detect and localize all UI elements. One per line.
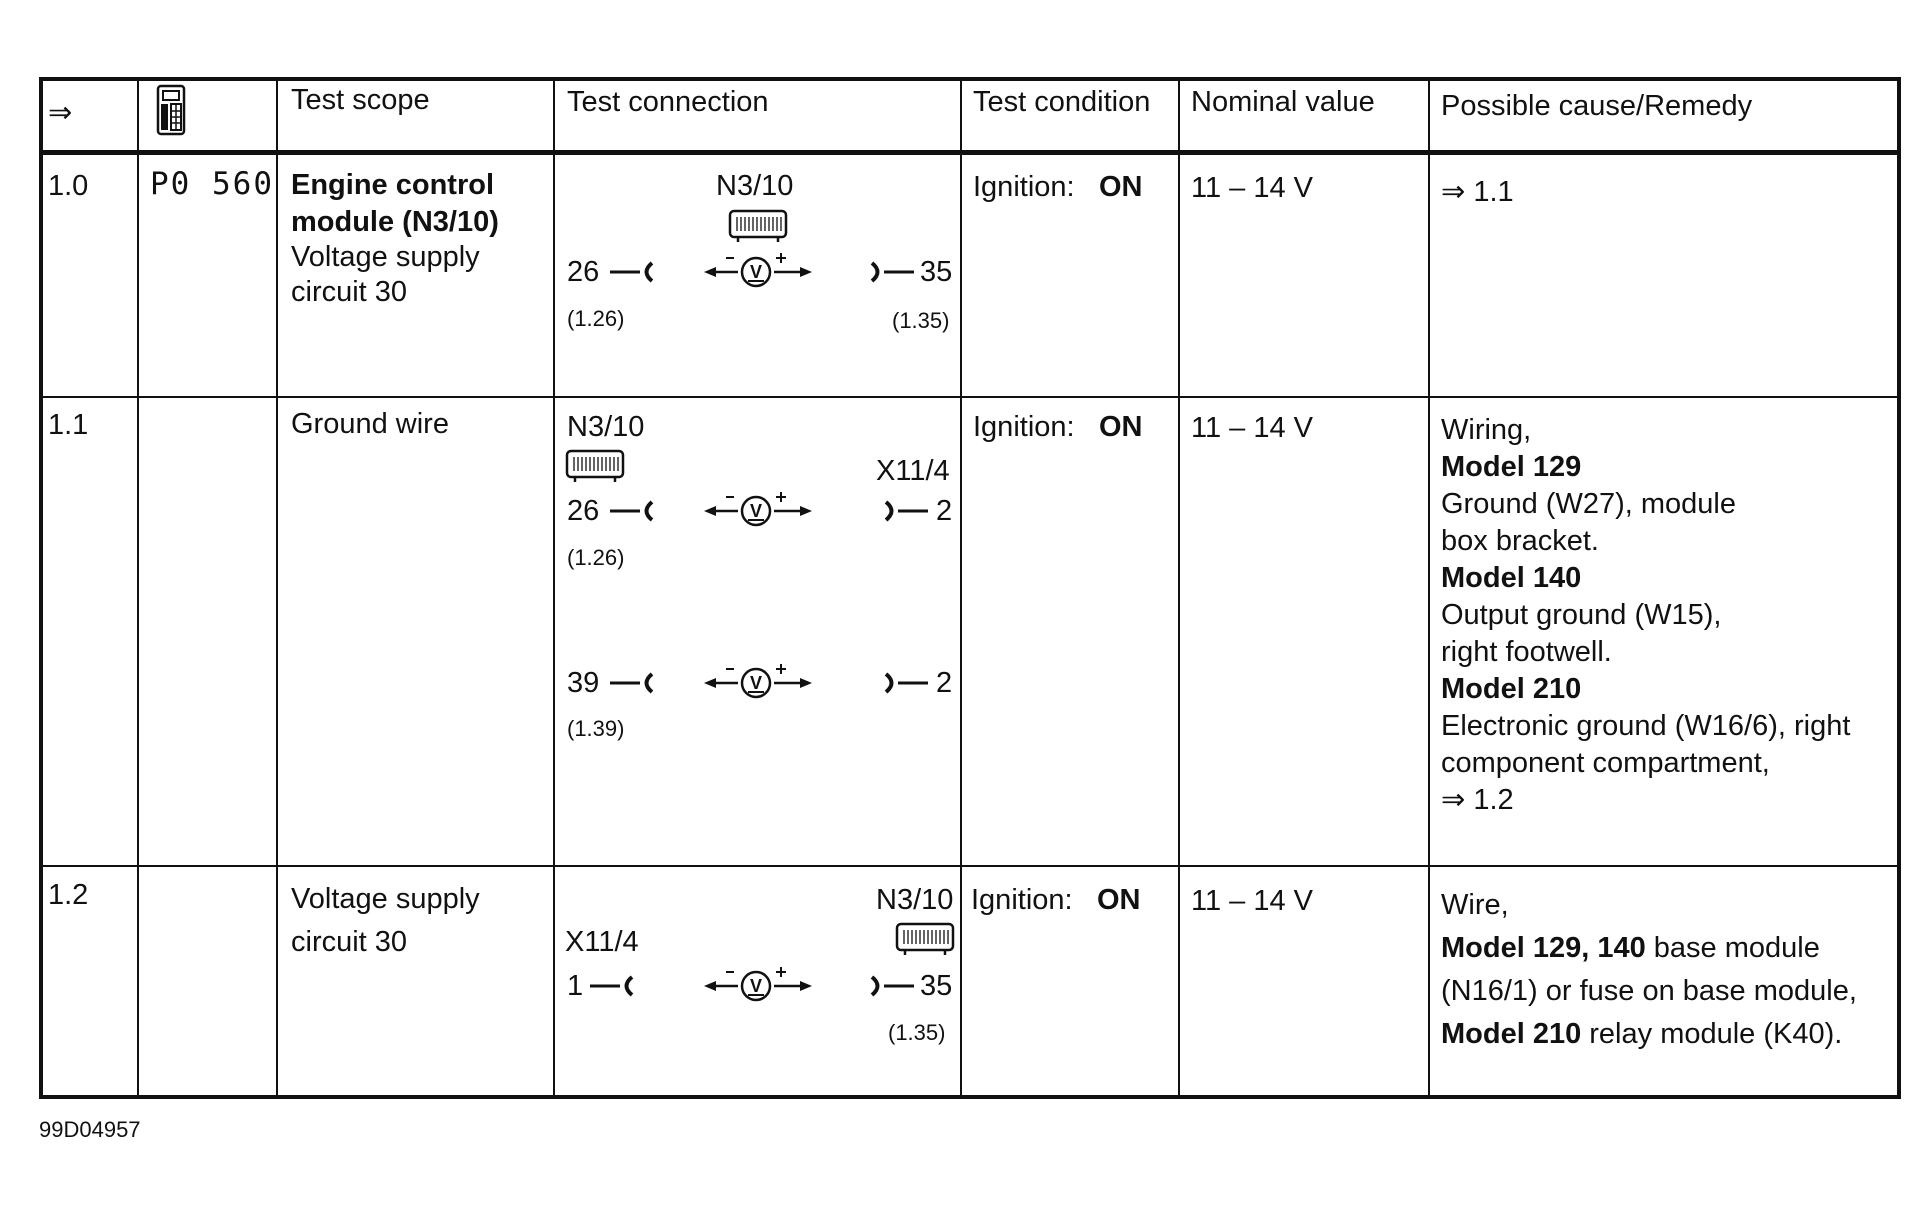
remedy-text — [1441, 412, 1850, 819]
column-divider — [137, 77, 139, 1099]
right-pin-label: 35 — [920, 256, 953, 288]
nominal-value: 11 – 14 V — [1191, 885, 1314, 917]
remedy-jump: ⇒ 1.1 — [1441, 176, 1514, 208]
voltmeter-icon — [702, 248, 814, 292]
header-test-connection: Test connection — [567, 86, 769, 118]
left-pin-label: 26 — [567, 495, 600, 527]
control-module-icon — [565, 449, 625, 483]
header-arrow: ⇒ — [48, 97, 73, 129]
voltmeter-icon — [702, 659, 814, 703]
right-pin-label: 35 — [920, 970, 953, 1002]
test-scope — [291, 167, 499, 311]
plug-left-icon — [610, 260, 658, 284]
remedy-line: component compartment, — [1441, 747, 1770, 779]
svg-text:V: V — [749, 976, 763, 996]
remedy-text — [1441, 884, 1857, 1056]
condition-label: Ignition: — [973, 171, 1075, 203]
remedy-model: Model 129, 140 — [1441, 932, 1646, 964]
remedy-text-span: base module — [1645, 932, 1820, 964]
module-label: N3/10 — [876, 884, 954, 916]
control-module-icon — [895, 922, 955, 956]
nominal-value: 11 – 14 V — [1191, 172, 1314, 204]
module-label: N3/10 — [567, 411, 645, 443]
column-divider — [276, 77, 278, 1099]
left-module-label: X11/4 — [565, 926, 639, 958]
plug-left-icon — [610, 671, 658, 695]
header-divider — [39, 150, 1901, 155]
table-right-border — [1897, 77, 1901, 1099]
right-pin-label: 2 — [936, 495, 953, 527]
diagnostic-tester-icon — [150, 84, 192, 136]
scope-line: circuit 30 — [291, 276, 408, 308]
column-divider — [960, 77, 962, 1099]
header-test-scope: Test scope — [291, 84, 430, 116]
voltmeter-icon — [702, 487, 814, 531]
header-nominal-value: Nominal value — [1191, 86, 1375, 118]
scope-bold-line: module (N3/10) — [291, 206, 499, 238]
remedy-jump: ⇒ 1.2 — [1441, 784, 1514, 816]
remedy-model: Model 210 — [1441, 1018, 1582, 1050]
svg-text:V: V — [749, 262, 763, 282]
header-test-condition: Test condition — [973, 86, 1151, 118]
remedy-line — [1441, 927, 1857, 970]
step-number: 1.2 — [48, 879, 89, 911]
voltmeter-icon — [702, 962, 814, 1006]
row-divider — [39, 396, 1901, 398]
right-pin-label: 2 — [936, 667, 953, 699]
scope-line: Voltage supply — [291, 883, 480, 915]
remedy-line — [1441, 1013, 1857, 1056]
svg-text:V: V — [749, 501, 763, 521]
remedy-line: Wiring, — [1441, 414, 1532, 446]
condition-value: ON — [1099, 411, 1143, 443]
test-scope: Ground wire — [291, 408, 449, 440]
step-number: 1.1 — [48, 409, 89, 441]
fault-code: P0 560 — [150, 166, 274, 202]
module-label: N3/10 — [716, 170, 794, 202]
left-pin-label: 26 — [567, 256, 600, 288]
condition-value: ON — [1097, 884, 1141, 916]
condition-value: ON — [1099, 171, 1143, 203]
remedy-line: (N16/1) or fuse on base module, — [1441, 975, 1857, 1007]
plug-right-icon — [866, 974, 914, 998]
step-number: 1.0 — [48, 170, 89, 202]
plug-right-icon — [880, 499, 928, 523]
figure-id: 99D04957 — [39, 1117, 141, 1142]
right-pin-ref: (1.35) — [888, 1020, 946, 1045]
scope-bold-line: Engine control — [291, 169, 494, 201]
remedy-text-span: relay module (K40). — [1581, 1018, 1843, 1050]
condition-label: Ignition: — [971, 884, 1073, 916]
table-left-border — [39, 77, 43, 1099]
remedy-line: Output ground (W15), — [1441, 599, 1722, 631]
scope-line: Voltage supply — [291, 241, 480, 273]
plug-right-icon — [880, 671, 928, 695]
column-divider — [553, 77, 555, 1099]
row-divider — [39, 865, 1901, 867]
remedy-line: box bracket. — [1441, 525, 1599, 557]
left-pin-ref: (1.26) — [567, 306, 625, 331]
remedy-line: Wire, — [1441, 889, 1509, 921]
remedy-model: Model 210 — [1441, 673, 1582, 705]
column-divider — [1428, 77, 1430, 1099]
table-bottom-border — [39, 1095, 1901, 1099]
svg-text:V: V — [749, 673, 763, 693]
left-pin-label: 39 — [567, 667, 600, 699]
table-top-border — [39, 77, 1901, 81]
left-pin-label: 1 — [567, 970, 584, 1002]
remedy-line: right footwell. — [1441, 636, 1612, 668]
column-divider — [1178, 77, 1180, 1099]
plug-right-icon — [866, 260, 914, 284]
test-scope — [291, 878, 480, 964]
remedy-model: Model 140 — [1441, 562, 1582, 594]
nominal-value: 11 – 14 V — [1191, 412, 1314, 444]
remedy-model: Model 129 — [1441, 451, 1582, 483]
remedy-line: Ground (W27), module — [1441, 488, 1736, 520]
scope-line: circuit 30 — [291, 926, 408, 958]
header-possible-cause: Possible cause/Remedy — [1441, 90, 1753, 122]
right-pin-ref: (1.35) — [892, 308, 950, 333]
right-module-label: X11/4 — [876, 455, 950, 487]
control-module-icon — [728, 209, 788, 243]
condition-label: Ignition: — [973, 411, 1075, 443]
plug-left-icon — [610, 499, 658, 523]
left-pin-ref: (1.26) — [567, 545, 625, 570]
remedy-line: Electronic ground (W16/6), right — [1441, 710, 1851, 742]
left-pin-ref: (1.39) — [567, 716, 625, 741]
plug-left-icon — [590, 974, 638, 998]
